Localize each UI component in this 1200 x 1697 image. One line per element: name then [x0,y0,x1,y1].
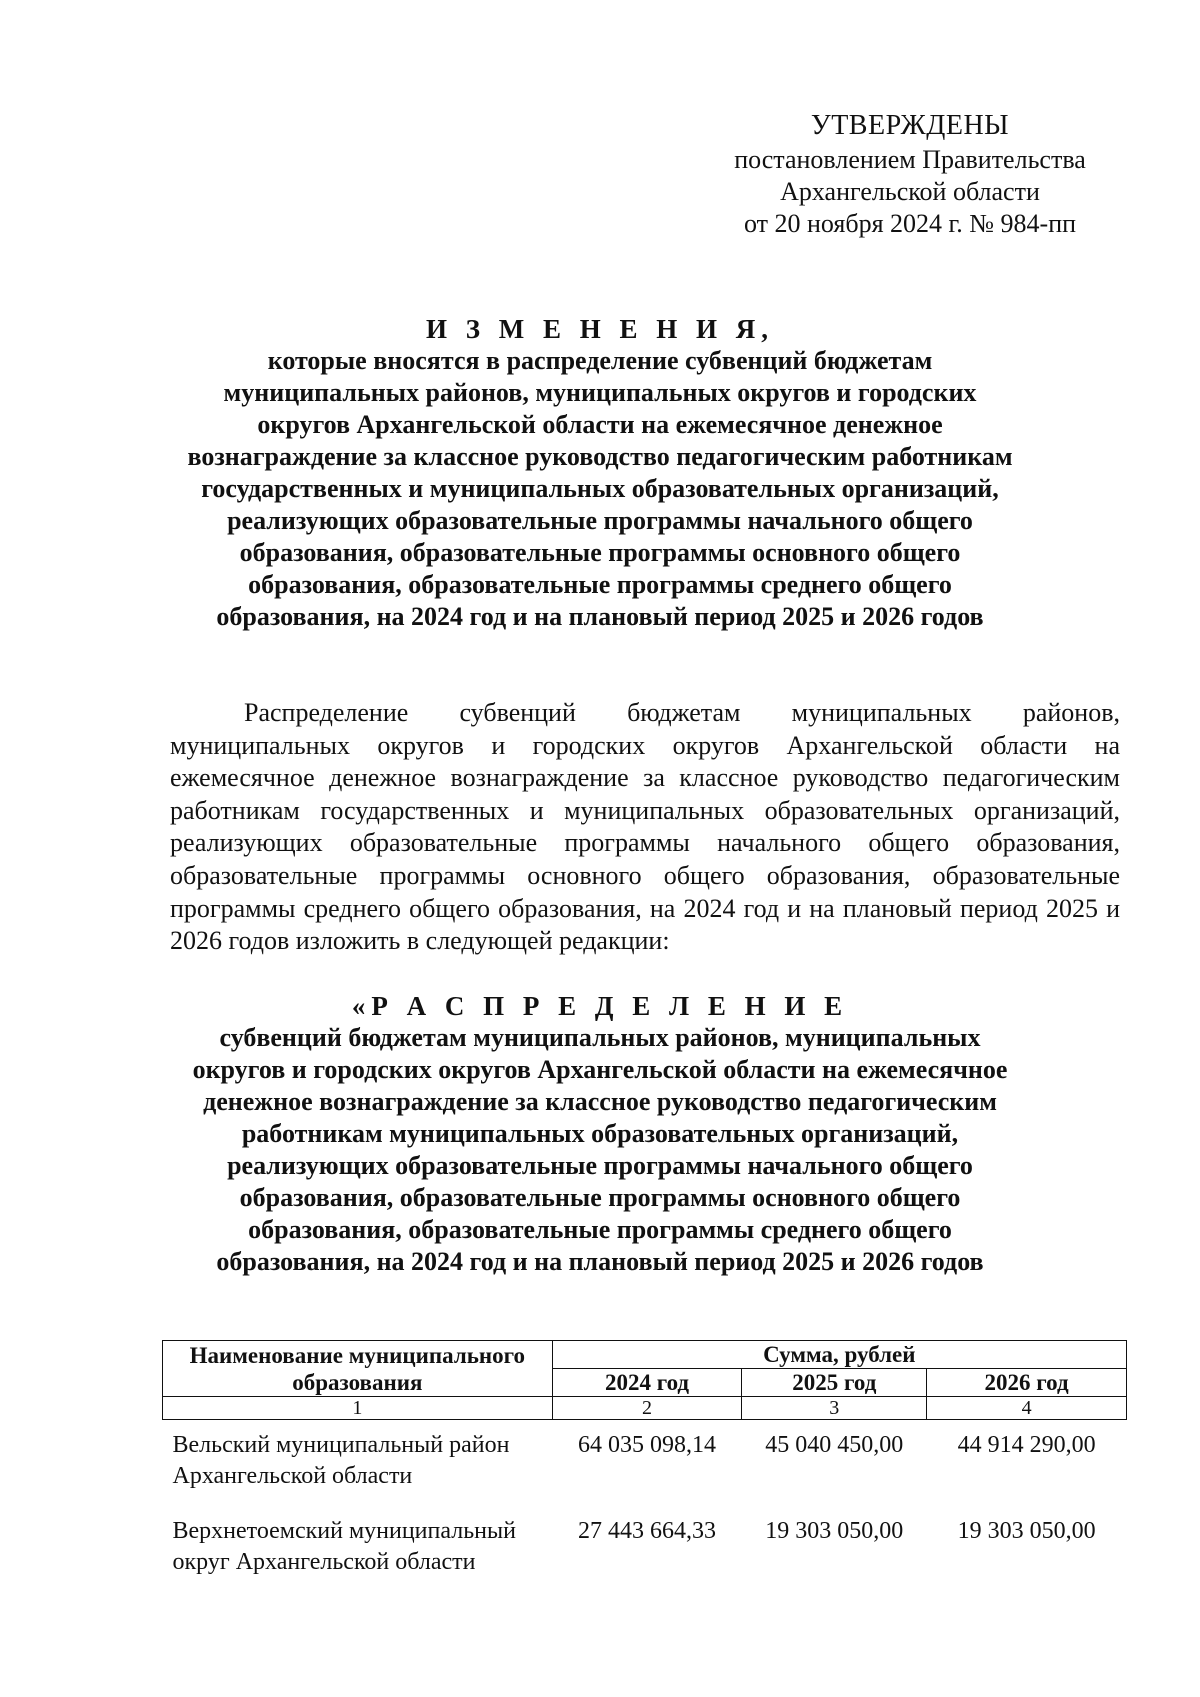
table-row [163,1506,1127,1592]
changes-title-line: образования, на 2024 год и на плановый период 2025 и 2026 годов [216,602,984,631]
approval-line: от 20 ноября 2024 г. № 984-пп [743,209,1077,238]
distribution-title-line: образования, на 2024 год и на плановый период 2025 и 2026 годов [216,1247,984,1276]
changes-title-line: муниципальных районов, муниципальных округов и городских [223,378,977,407]
approval-line: Архангельской области [780,177,1040,206]
header-year-2026: 2026 год [927,1369,1127,1397]
distribution-title-line: реализующих образовательные программы начального общего [227,1151,973,1180]
amount-2024: 64 035 098,14 [578,1432,717,1458]
changes-title [150,313,1050,633]
distribution-title-line: субвенций бюджетам муниципальных районов, муниципальных [219,1023,981,1052]
amount-2024: 27 443 664,33 [578,1518,717,1544]
changes-title-line: округов Архангельской области на ежемесячное денежное [257,410,943,439]
amount-2025: 45 040 450,00 [765,1432,904,1458]
column-number: 1 [163,1397,553,1420]
distribution-heading: «Р А С П Р Е Д Е Л Е Н И Е [351,991,849,1021]
approval-line: постановлением Правительства [734,145,1086,174]
table-row [163,1420,1127,1507]
header-year-2025: 2025 год [742,1369,927,1397]
changes-title-line: государственных и муниципальных образовательных организаций, [201,474,999,503]
amount-2026: 19 303 050,00 [957,1518,1096,1544]
approval-heading: УТВЕРЖДЕНЫ [810,110,1010,141]
amount-2026: 44 914 290,00 [957,1432,1096,1458]
distribution-table [162,1340,1127,1592]
column-number-row [163,1397,1127,1420]
distribution-title-line: образования, образовательные программы основного общего [239,1183,961,1212]
body-paragraph: Распределение субвенций бюджетам муниципальных районов, муниципальных округов и городских округов Архангельской области на ежемесячное денежное вознаграждение за классное руководство педагогическим работникам государственных и муниципальных образовательных организаций, реализующих образовательные программы начального общего образования, образовательные программы основного общего образования, образовательные программы среднего общего образования, на 2024 год и на плановый период 2025 и 2026 годов изложить в следующей редакции: [170,698,1120,956]
changes-heading: И З М Е Н Е Н И Я, [425,314,774,344]
municipality-name: Верхнетоемский муниципальный округ Архангельской области [172,1518,516,1575]
header-name: Наименование муниципального образования [163,1341,553,1397]
changes-title-line: реализующих образовательные программы начального общего [227,506,973,535]
distribution-title-line: работникам муниципальных образовательных организаций, [241,1119,959,1148]
header-sum: Сумма, рублей [552,1341,1126,1369]
column-number: 3 [742,1397,927,1420]
changes-title-line: образования, образовательные программы основного общего [239,538,961,567]
changes-title-line: образования, образовательные программы среднего общего [248,570,952,599]
distribution-title-line: образования, образовательные программы среднего общего [248,1215,952,1244]
changes-title-line: которые вносятся в распределение субвенций бюджетам [267,346,933,375]
changes-title-line: вознаграждение за классное руководство педагогическим работникам [187,442,1013,471]
distribution-title-line: округов и городских округов Архангельской области на ежемесячное [192,1055,1008,1084]
column-number: 2 [552,1397,742,1420]
column-number: 4 [927,1397,1127,1420]
distribution-title-line: денежное вознаграждение за классное руководство педагогическим [203,1087,997,1116]
amount-2025: 19 303 050,00 [765,1518,904,1544]
municipality-name: Вельский муниципальный район Архангельской области [172,1432,510,1489]
header-year-2024: 2024 год [552,1369,742,1397]
approval-stamp [700,110,1120,240]
distribution-title [150,990,1050,1278]
